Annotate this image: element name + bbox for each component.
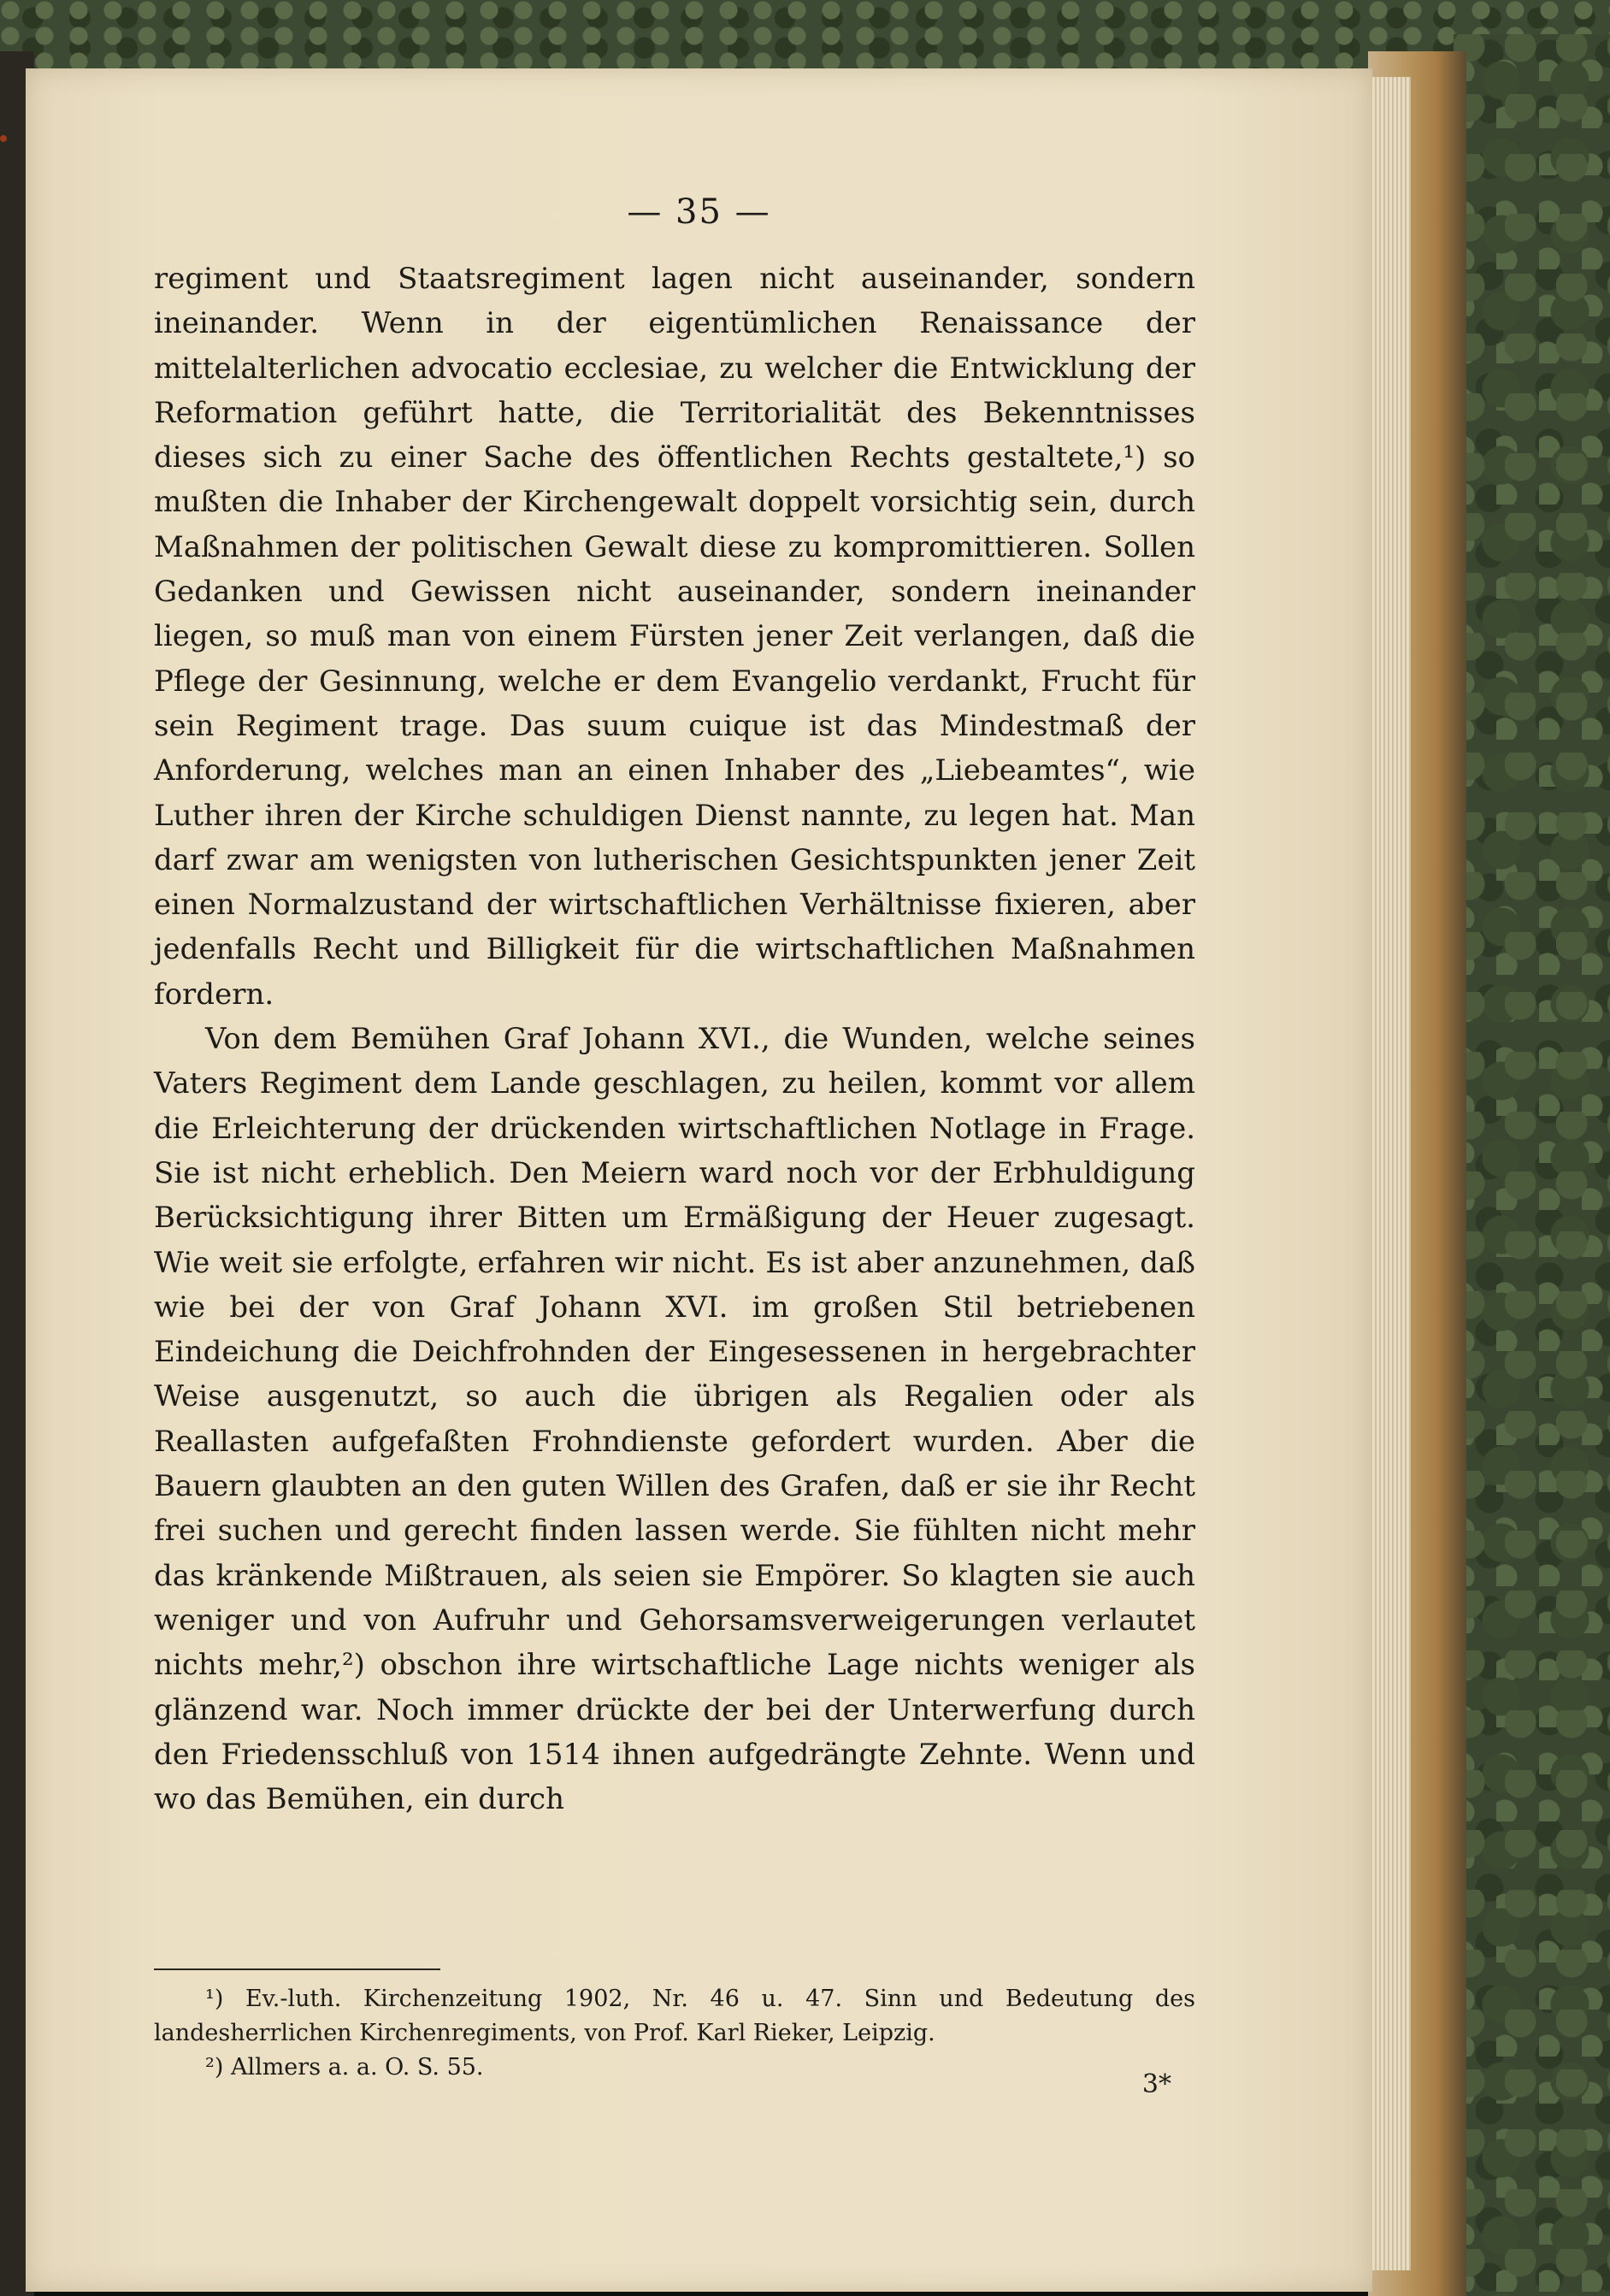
footnote-2: ²) Allmers a. a. O. S. 55. — [205, 2054, 484, 2081]
margin-mark-icon — [0, 135, 7, 142]
signature-mark: 3* — [1141, 2069, 1171, 2099]
book-page — [26, 68, 1372, 2292]
page-number-header: — 35 — — [627, 192, 771, 232]
body-text — [154, 257, 1195, 1821]
footnote-divider — [154, 1968, 440, 1970]
paragraph-1: regiment und Staatsregiment lagen nicht auseinander, sondern ineinander. Wenn in der eigentümlichen Renaissance der mittelalterlichen advocatio ecclesiae, zu welcher die Entwicklung der Reformation geführt hatte, die Territorialität des Bekenntnisses dieses sich zu einer Sache des öffentlichen Rechts gestaltete,¹) so mußten die Inhaber der Kirchengewalt doppelt vorsichtig sein, durch Maßnahmen der politischen Gewalt diese zu kompromittieren. Sollen Gedanken und Gewissen nicht auseinander, sondern ineinander liegen, so muß man von einem Fürsten jener Zeit verlangen, daß die Pflege der Gesinnung, welche er dem Evangelio verdankt, Frucht für sein Regiment trage. Das suum cuique ist das Mindestmaß der Anforderung, welches man an einen Inhaber des „Liebeamtes“, wie Luther ihren der Kirche schuldigen Dienst nannte, zu legen hat. Man darf zwar am wenigsten von lutherischen Gesichtspunkten jener Zeit einen Normalzustand der wirtschaftlichen Verhältnisse fixieren, aber jedenfalls Recht und Billigkeit für die wirtschaftlichen Maßnahmen fordern. — [154, 262, 1195, 1012]
marbled-cover-right — [1454, 34, 1610, 2296]
footnote-1: ¹) Ev.-luth. Kirchenzeitung 1902, Nr. 46 u. 47. Sinn und Bedeutung des landesherrlichen Kirchenregiments, von Prof. Karl Rieker, Leipzig. — [154, 1986, 1195, 2046]
paragraph-2: Von dem Bemühen Graf Johann XVI., die Wunden, welche seines Vaters Regiment dem Lande geschlagen, zu heilen, kommt vor allem die Erleichterung der drückenden wirtschaftlichen Notlage in Frage. Sie ist nicht erheblich. Den Meiern ward noch vor der Erbhuldigung Berücksichtigung ihrer Bitten um Ermäßigung der Heuer zugesagt. Wie weit sie erfolgte, erfahren wir nicht. Es ist aber anzunehmen, daß wie bei der von Graf Johann XVI. im großen Stil betriebenen Eindeichung die Deichfrohnden der Eingesessenen in hergebrachter Weise ausgenutzt, so auch die übrigen als Regalien oder als Reallasten aufgefaßten Frohndienste gefordert wurden. Aber die Bauern glaubten an den guten Willen des Grafen, daß er sie ihr Recht frei suchen und gerecht finden lassen werde. Sie fühlten nicht mehr das kränkende Mißtrauen, als seien sie Empörer. So klagten sie auch weniger und von Aufruhr und Gehorsamsverweigerungen verlautet nichts mehr,²) obschon ihre wirtschaftliche Lage nichts weniger als glänzend war. Noch immer drückte der bei der Unterwerfung durch den Friedensschluß von 1514 ihnen aufgedrängte Zehnte. Wenn und wo das Bemühen, ein durch — [154, 1022, 1195, 1817]
